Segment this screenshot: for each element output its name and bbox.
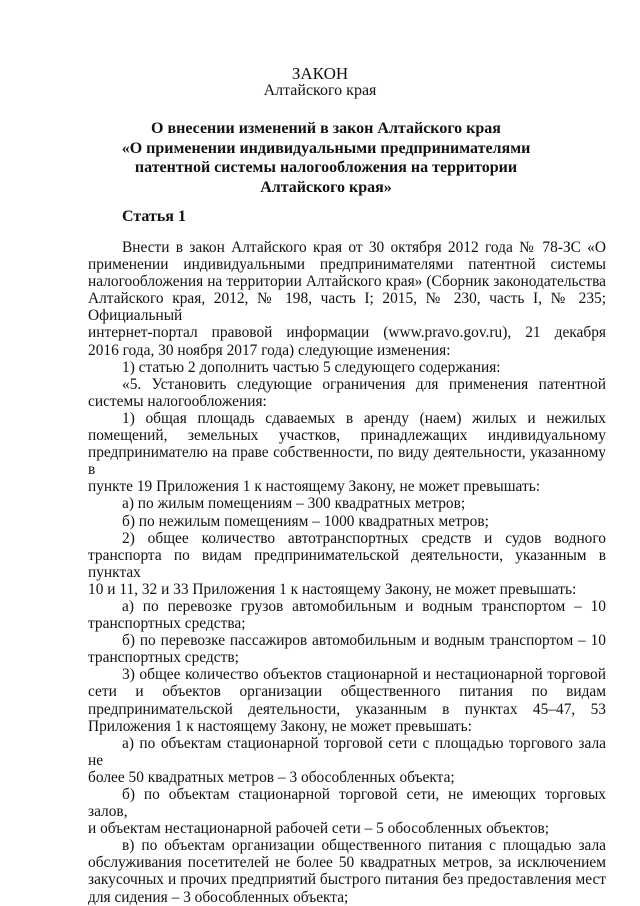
text-line: 1) статью 2 дополнить частью 5 следующего содержания: xyxy=(122,358,501,376)
text-line: Приложения 1 к настоящему Закону, не может превышать: xyxy=(88,717,472,735)
text-line: применении индивидуальными предпринимателями патентной системы xyxy=(88,256,606,274)
text-line: а) по жилым помещениям – 300 квадратных метров; xyxy=(122,495,466,513)
text-line: Алтайского края, 2012, № 198, часть I; 2015, № 230, часть I, № 235; Официальный xyxy=(88,290,606,325)
text-line: 2) общее количество автотранспортных средств и судов водного xyxy=(122,529,606,547)
text-line: б) по перевозке пассажиров автомобильным и водным транспортом – 10 xyxy=(122,632,606,650)
law-title-line: Алтайского края» xyxy=(260,178,392,196)
text-line: 3) общее количество объектов стационарной и нестационарной торговой xyxy=(122,666,606,684)
text-line: а) по объектам стационарной торговой сети с площадью торгового зала не xyxy=(88,734,606,769)
document-type: ЗАКОН xyxy=(291,64,349,83)
region-name: Алтайского края xyxy=(263,82,377,99)
text-line: предпринимателю на праве собственности, по виду деятельности, указанному в xyxy=(88,444,606,479)
text-line: 1) общая площадь сдаваемых в аренду (наем) жилых и нежилых xyxy=(122,409,606,427)
text-line: а) по перевозке грузов автомобильным и водным транспортом – 10 xyxy=(122,597,606,615)
text-line: б) по объектам стационарной торговой сети, не имеющих торговых залов, xyxy=(88,786,606,821)
text-line: 2016 года, 30 ноября 2017 года) следующие изменения: xyxy=(88,341,451,359)
text-line: помещений, земельных участков, принадлежащих индивидуальному xyxy=(88,427,606,445)
text-line: предпринимательской деятельности, указанным в пунктах 45–47, 53 xyxy=(88,700,606,718)
text-line: пункте 19 Приложения 1 к настоящему Закону, не может превышать: xyxy=(88,478,541,496)
text-line: в) по объектам организации общественного питания с площадью зала xyxy=(122,837,606,855)
text-line: сети и объектов организации общественного питания по видам xyxy=(88,683,606,701)
text-line: и объектам нестационарной рабочей сети – 5 обособленных объектов; xyxy=(88,820,550,838)
article-body xyxy=(88,239,606,906)
law-title-line: патентной системы налогообложения на территории xyxy=(134,159,518,176)
text-line: более 50 квадратных метров – 3 обособленных объекта; xyxy=(88,768,455,786)
article-heading: Статья 1 xyxy=(122,208,186,225)
text-line: Внести в закон Алтайского края от 30 октября 2012 года № 78-ЗС «О xyxy=(122,239,606,256)
law-title-line: О внесении изменений в закон Алтайского края xyxy=(151,120,501,137)
text-line: налогообложения на территории Алтайского края» (Сборник законодательства xyxy=(88,273,606,291)
law-title xyxy=(88,119,564,197)
text-line: транспортных средств; xyxy=(88,649,239,667)
law-title-line: «О применении индивидуальными предпринимателями xyxy=(121,139,531,157)
text-line: транспорта по видам предпринимательской деятельности, указанным в пунктах xyxy=(88,546,606,581)
text-line: б) по нежилым помещениям – 1000 квадратных метров; xyxy=(122,512,489,530)
text-line: транспортных средства; xyxy=(88,615,246,633)
text-line: обслуживания посетителей не более 50 квадратных метров, за исключением xyxy=(88,854,606,872)
text-line: «5. Установить следующие ограничения для применения патентной xyxy=(122,375,606,393)
text-line: закусочных и прочих предприятий быстрого питания без предоставления мест xyxy=(88,871,606,889)
text-line: для сидения – 3 обособленных объекта; xyxy=(88,888,349,906)
text-line: интернет-портал правовой информации (www.pravo.gov.ru), 21 декабря xyxy=(88,324,606,342)
text-line: 10 и 11, 32 и 33 Приложения 1 к настоящему Закону, не может превышать: xyxy=(88,580,577,598)
text-line: системы налогообложения: xyxy=(88,392,267,410)
